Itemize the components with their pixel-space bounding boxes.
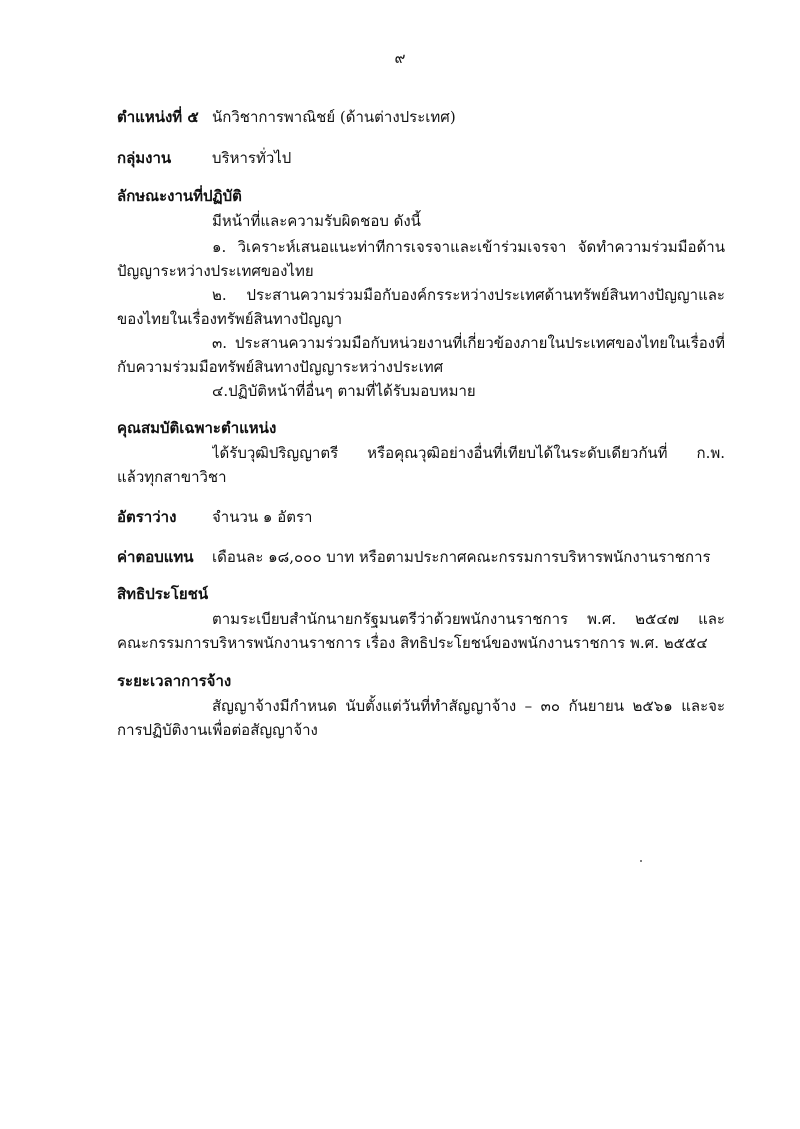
employment-period-rest: การปฏิบัติงานเพื่อต่อสัญญาจ้าง — [117, 721, 318, 739]
job-item-4: ๔.ปฏิบัติหน้าที่อื่นๆ ตามที่ได้รับมอบหมาย — [212, 382, 476, 400]
benefits-heading: สิทธิประโยชน์ — [117, 585, 209, 603]
job-item-3-first: ๓. ประสานความร่วมมือกับหน่วยงานที่เกี่ยวข้องภายในประเทศของไทยในเรื่องที่ — [212, 334, 725, 352]
position-label: ตำแหน่งที่ ๕ — [117, 108, 199, 126]
work-group-label: กลุ่มงาน — [117, 149, 172, 167]
qualifications-rest: แล้วทุกสาขาวิชา — [117, 468, 227, 486]
vacancy-label: อัตราว่าง — [117, 508, 177, 526]
scan-speck — [640, 860, 642, 862]
page-number: ๙ — [394, 49, 406, 67]
job-item-1-first: ๑. วิเคราะห์เสนอแนะท่าทีการเจรจาและเข้าร่วมเจรจา จัดทำความร่วมมือด้าน — [212, 238, 725, 256]
job-description-intro: มีหน้าที่และความรับผิดชอบ ดังนี้ — [212, 212, 421, 230]
job-item-1-rest: ปัญญาระหว่างประเทศของไทย — [117, 262, 314, 280]
job-item-3-rest: กับความร่วมมือทรัพย์สินทางปัญญาระหว่างประเทศ — [117, 358, 444, 376]
position-value: นักวิชาการพาณิชย์ (ด้านต่างประเทศ) — [212, 108, 456, 126]
vacancy-value: จำนวน ๑ อัตรา — [212, 508, 313, 526]
job-description-heading: ลักษณะงานที่ปฏิบัติ — [117, 187, 242, 205]
employment-period-first: สัญญาจ้างมีกำหนด นับตั้งแต่วันที่ทำสัญญาจ้าง – ๓๐ กันยายน ๒๕๖๑ และจะ — [212, 697, 725, 715]
qualifications-first: ได้รับวุฒิปริญญาตรี หรือคุณวุฒิอย่างอื่นที่เทียบได้ในระดับเดียวกันที่ ก.พ. — [212, 444, 725, 462]
work-group-value: บริหารทั่วไป — [212, 149, 292, 167]
qualifications-heading: คุณสมบัติเฉพาะตำแหน่ง — [117, 419, 277, 437]
benefits-first: ตามระเบียบสำนักนายกรัฐมนตรีว่าด้วยพนักงานราชการ พ.ศ. ๒๕๔๗ และ — [212, 610, 725, 628]
job-item-2-rest: ของไทยในเรื่องทรัพย์สินทางปัญญา — [117, 310, 343, 328]
employment-period-heading: ระยะเวลาการจ้าง — [117, 672, 232, 690]
compensation-label: ค่าตอบแทน — [117, 548, 194, 566]
compensation-value: เดือนละ ๑๘,๐๐๐ บาท หรือตามประกาศคณะกรรมการบริหารพนักงานราชการ — [212, 548, 711, 566]
benefits-rest: คณะกรรมการบริหารพนักงานราชการ เรื่อง สิทธิประโยชน์ของพนักงานราชการ พ.ศ. ๒๕๕๔ — [117, 634, 708, 652]
job-item-2-first: ๒. ประสานความร่วมมือกับองค์กรระหว่างประเทศด้านทรัพย์สินทางปัญญาและ — [212, 286, 725, 304]
